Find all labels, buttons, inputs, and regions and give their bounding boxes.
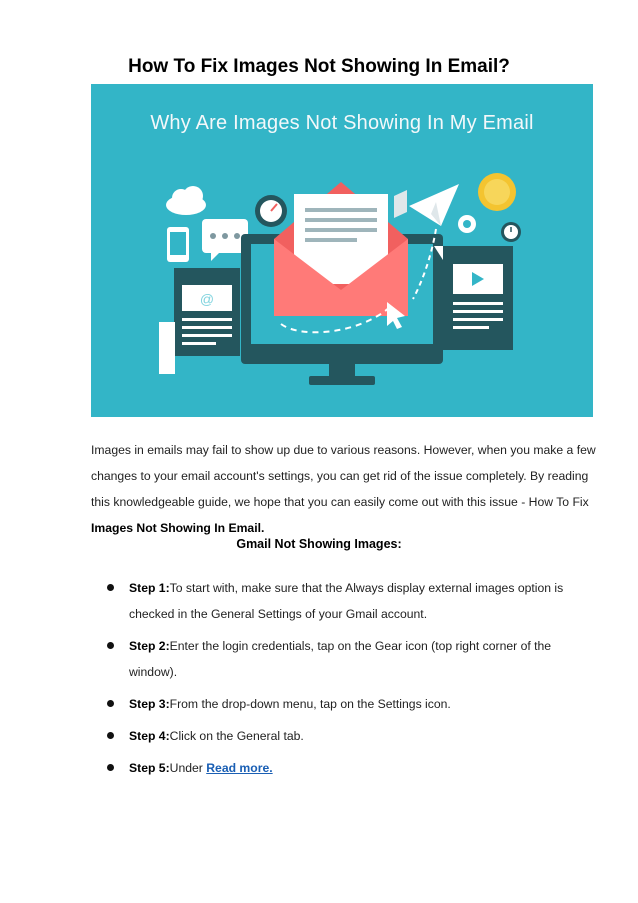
list-item	[107, 633, 597, 685]
envelope-icon	[274, 182, 408, 316]
bullet-icon	[107, 584, 114, 591]
list-item	[107, 755, 597, 781]
bullet-icon	[107, 642, 114, 649]
intro-paragraph	[91, 437, 601, 541]
document-icon	[159, 268, 240, 374]
step-text: Under	[169, 761, 207, 775]
bullet-icon	[107, 700, 114, 707]
intro-emphasis: Images Not Showing In Email.	[91, 521, 265, 535]
section-heading: Gmail Not Showing Images:	[236, 537, 402, 551]
bullet-icon	[107, 732, 114, 739]
gear-icon	[458, 215, 476, 233]
email-at-symbol: @	[199, 291, 215, 307]
step-text: Click on the General tab.	[169, 729, 304, 743]
hero-illustration	[91, 84, 593, 417]
step-text: Enter the login credentials, tap on the Gear icon (top right corner of the window).	[129, 639, 552, 679]
read-more-link[interactable]: Read more.	[206, 761, 273, 775]
intro-text: Images in emails may fail to show up due to various reasons. However, when you make a few changes to your email account's settings, you can get rid of the issue completely. By reading this knowledgeable guide, we hope that you can easily come out with this issue - How To Fix	[91, 443, 596, 509]
page-title: How To Fix Images Not Showing In Email?	[128, 56, 510, 77]
clock-icon	[501, 222, 521, 242]
list-item	[107, 723, 597, 749]
steps-list	[107, 575, 597, 781]
list-item	[107, 575, 597, 627]
video-file-icon	[434, 246, 513, 350]
step-label: Step 3:	[129, 697, 170, 711]
bullet-icon	[107, 764, 114, 771]
step-label: Step 5:	[129, 761, 170, 775]
cloud-icon	[166, 186, 206, 215]
sun-icon	[478, 173, 516, 211]
list-item	[107, 691, 597, 717]
step-label: Step 1:	[129, 581, 170, 595]
step-label: Step 4:	[129, 729, 170, 743]
step-text: To start with, make sure that the Always display external images option is checked in the General Settings of your Gmail account.	[129, 581, 564, 621]
step-label: Step 2:	[129, 639, 170, 653]
gauge-icon	[255, 195, 287, 227]
hero-headline: Why Are Images Not Showing In My Email	[150, 112, 534, 134]
step-text: From the drop-down menu, tap on the Settings icon.	[169, 697, 451, 711]
phone-icon	[167, 227, 189, 262]
